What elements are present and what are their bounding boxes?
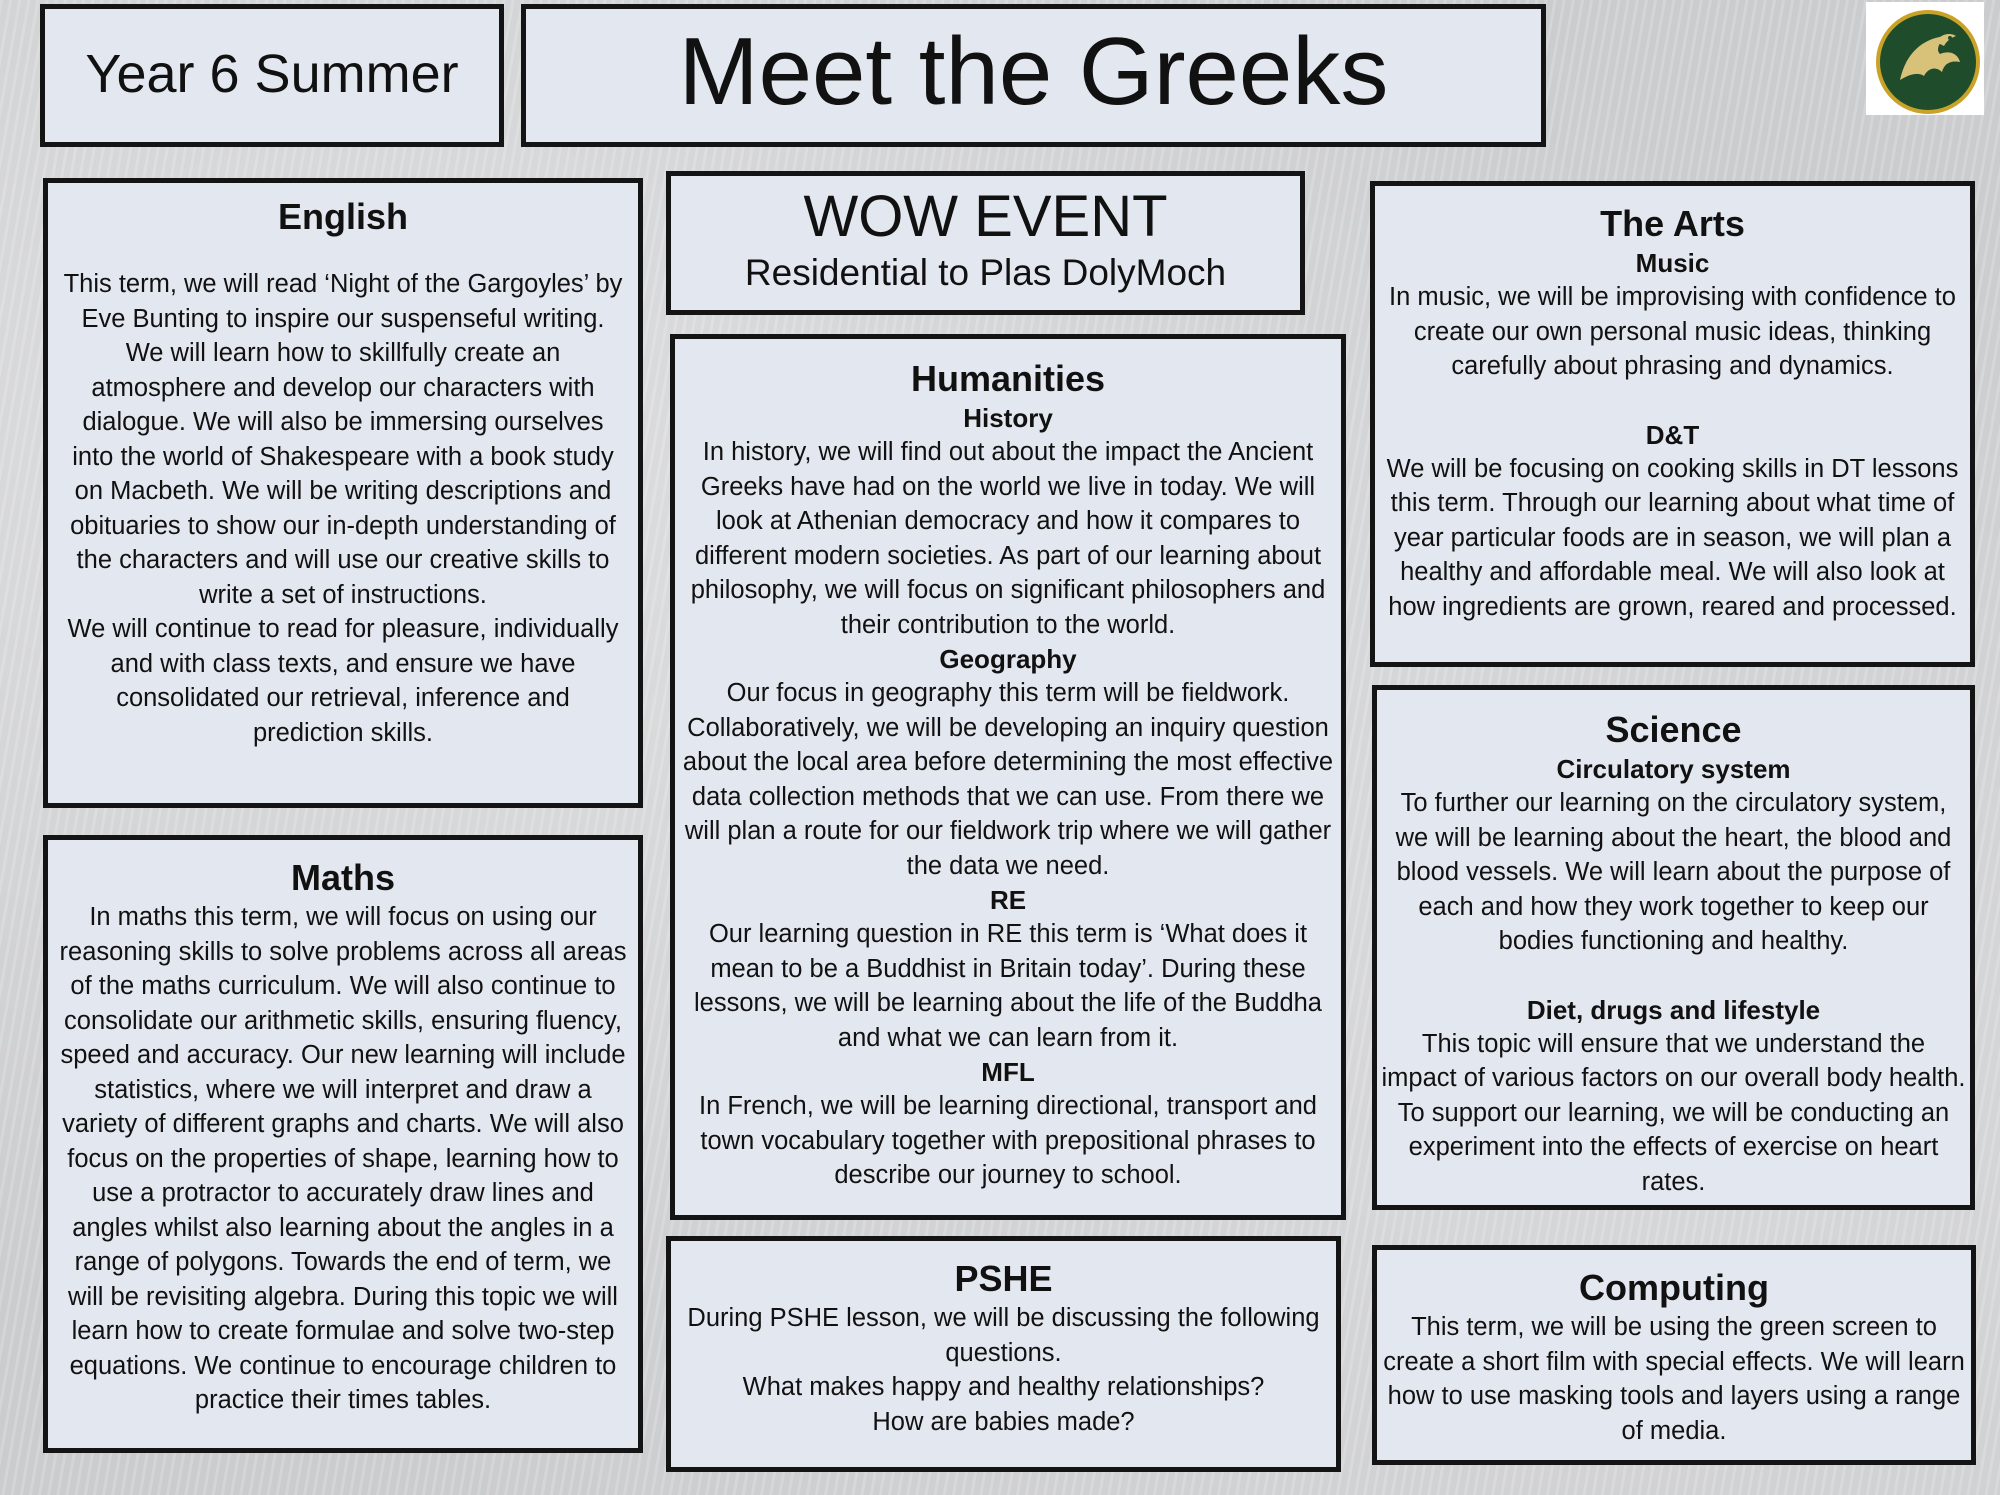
mfl-text: In French, we will be learning directional, transport and town vocabulary together with prepositional phrases to describe our journey to school. (699, 1092, 1317, 1189)
school-logo (1866, 2, 1984, 115)
maths-panel (43, 835, 643, 1453)
music-subheading: Music (1635, 248, 1710, 278)
science-panel (1372, 685, 1975, 1210)
computing-panel (1372, 1245, 1976, 1465)
year-label: Year 6 Summer (85, 44, 459, 104)
history-subheading: History (963, 403, 1053, 433)
music-text: In music, we will be improvising with confidence to create our own personal music ideas, thinking carefully about phrasing and dynamics. (1389, 283, 1956, 380)
wow-event-title: WOW EVENT (803, 184, 1168, 249)
maths-heading: Maths (290, 857, 395, 898)
dt-subheading: D&T (1645, 419, 1700, 450)
pshe-question-1: What makes happy and healthy relationships? (742, 1373, 1265, 1401)
circulatory-text: To further our learning on the circulatory system, we will be learning about the heart, the blood and blood vessels. We will learn about the purpose of each and how they work together to keep our bodies functioning and healthy. (1395, 789, 1952, 955)
mfl-subheading: MFL (981, 1057, 1035, 1087)
diet-text: This topic will ensure that we understand the impact of various factors on our overall body health. To support our learning, we will be conducting an experiment into the effects of exercise on heart rates. (1381, 1029, 1966, 1196)
computing-heading: Computing (1579, 1267, 1769, 1308)
circulatory-subheading: Circulatory system (1556, 754, 1791, 784)
geography-text: Our focus in geography this term will be fieldwork. Collaboratively, we will be developing an inquiry question about the local area before determining the most effective data collection methods that we can use. From there we will plan a route for our fieldwork trip where we will gather the data we need. (682, 679, 1334, 880)
english-heading: English (277, 196, 408, 237)
pshe-heading: PSHE (954, 1258, 1053, 1299)
humanities-heading: Humanities (910, 358, 1106, 399)
re-text: Our learning question in RE this term is ‘What does it mean to be a Buddhist in Britain today’. During these lessons, we will be learning about the life of the Buddha and what we can learn from it. (694, 920, 1322, 1052)
english-text-2: We will continue to read for pleasure, individually and with class texts, and ensure we have consolidated our retrieval, inference and prediction skills. (67, 615, 619, 747)
english-text-1: This term, we will read ‘Night of the Gargoyles’ by Eve Bunting to inspire our suspenseful writing. We will learn how to skillfully create an atmosphere and develop our characters with dialogue. We will also be immersing ourselves into the world of Shakespeare with a book study on Macbeth. We will be writing descriptions and obituaries to show our in-depth understanding of the characters and will use our creative skills to write a set of instructions. (63, 270, 623, 609)
history-text: In history, we will find out about the impact the Ancient Greeks have had on the world we live in today. We will look at Athenian democracy and how it compares to different modern societies. As part of our learning about philosophy, we will focus on significant philosophers and their contribution to the world. (690, 438, 1326, 639)
english-panel (43, 178, 643, 808)
science-heading: Science (1605, 709, 1742, 750)
dt-text: We will be focusing on cooking skills in DT lessons this term. Through our learning about what time of year particular foods are in season, we will plan a healthy and affordable meal. We will also look at how ingredients are grown, reared and processed. (1386, 454, 1959, 621)
pshe-panel (666, 1236, 1341, 1472)
wow-event-subtitle: Residential to Plas DolyMoch (744, 252, 1227, 293)
year-box (40, 4, 504, 147)
arts-heading: The Arts (1600, 203, 1745, 244)
computing-text: This term, we will be using the green screen to create a short film with special effects. We will learn how to use masking tools and layers using a range of media. (1383, 1313, 1965, 1445)
page-title: Meet the Greeks (678, 18, 1389, 125)
geography-subheading: Geography (939, 644, 1077, 674)
wow-event-panel (666, 171, 1305, 315)
title-box (521, 4, 1546, 147)
pshe-text: During PSHE lesson, we will be discussing the following questions. (687, 1304, 1320, 1367)
pshe-question-2: How are babies made? (872, 1407, 1135, 1436)
re-subheading: RE (989, 885, 1027, 915)
humanities-panel (670, 334, 1346, 1220)
arts-panel (1370, 181, 1975, 667)
maths-text: In maths this term, we will focus on using our reasoning skills to solve problems across all areas of the maths curriculum. We will also continue to consolidate our arithmetic skills, ensuring fluency, speed and accuracy. Our new learning will include statistics, where we will interpret and draw a variety of different graphs and charts. We will also focus on the properties of shape, learning how to use a protractor to accurately draw lines and angles whilst also learning about the angles in a range of polygons. Towards the end of term, we will be revisiting algebra. During this topic we will learn how to create formulae and solve two-step equations. We continue to encourage children to practice their times tables. (59, 903, 627, 1414)
school-crest-icon (1866, 2, 1984, 115)
diet-subheading: Diet, drugs and lifestyle (1526, 994, 1821, 1025)
